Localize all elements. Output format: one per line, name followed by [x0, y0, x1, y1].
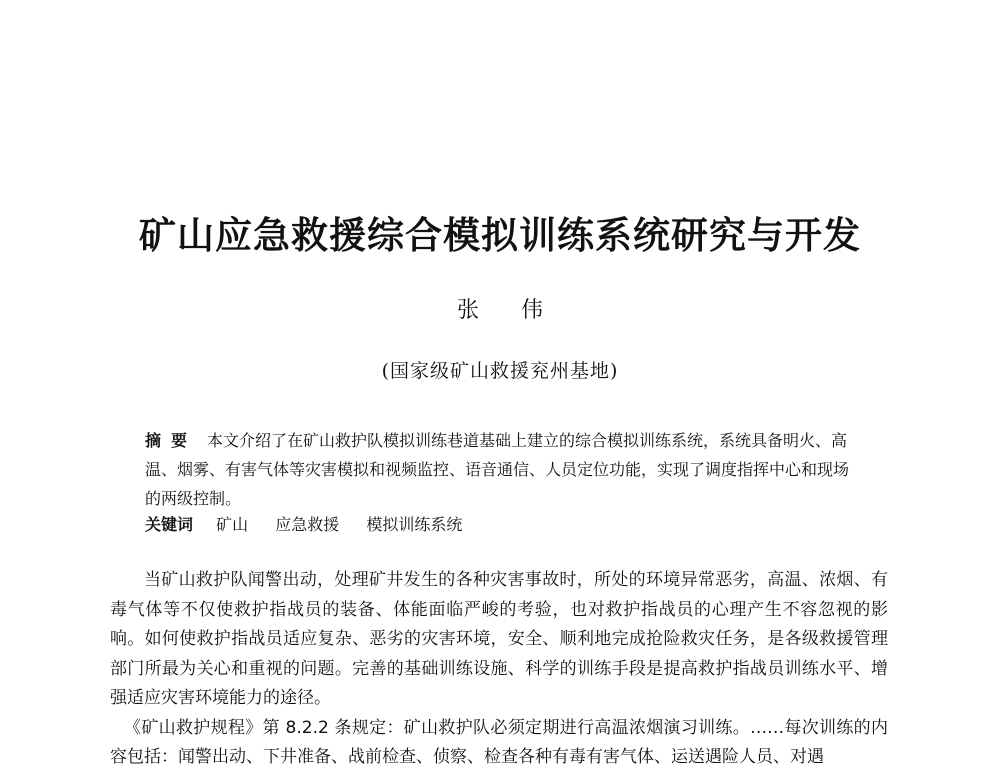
- body-paragraph: 《矿山救护规程》第 8.2.2 条规定：矿山救护队必须定期进行高温浓烟演习训练。……每次训练的内容包括：闻警出动、下井准备、战前检查、侦察、检查各种有毒有害气体、运送遇险人员、对遇: [110, 717, 888, 767]
- keywords-block: [145, 512, 857, 535]
- keyword-item: 模拟训练系统: [366, 515, 463, 534]
- author-affiliation: (国家级矿山救援兖州基地): [381, 360, 619, 382]
- body-paragraph: 当矿山救护队闻警出动，处理矿井发生的各种灾害事故时，所处的环境异常恶劣，高温、浓烟、有毒气体等不仅使救护指战员的装备、体能面临严峻的考验，也对救护指战员的心理产生不容忽视的影响。如何使救护指战员适应复杂、恶劣的灾害环境，安全、顺利地完成抢险救灾任务，是各级救援管理部门所最为关心和重视的问题。完善的基础训练设施、科学的训练手段是提高救护指战员训练水平、增强适应灾害环境能力的途径。: [110, 570, 888, 708]
- abstract-text: 本文介绍了在矿山救护队模拟训练巷道基础上建立的综合模拟训练系统，系统具备明火、高温、烟雾、有害气体等灾害模拟和视频监控、语音通信、人员定位功能，实现了调度指挥中心和现场的两级控制。: [145, 431, 850, 508]
- abstract-block: [145, 426, 857, 513]
- keywords-label: 关键词: [145, 515, 194, 534]
- keyword-item: 矿山: [216, 515, 249, 534]
- body-text: [110, 566, 888, 773]
- abstract-label: 摘要: [145, 431, 198, 450]
- author-name: 张伟: [456, 298, 585, 323]
- paper-title: 矿山应急救援综合模拟训练系统研究与开发: [139, 213, 861, 257]
- keyword-item: 应急救援: [275, 515, 340, 534]
